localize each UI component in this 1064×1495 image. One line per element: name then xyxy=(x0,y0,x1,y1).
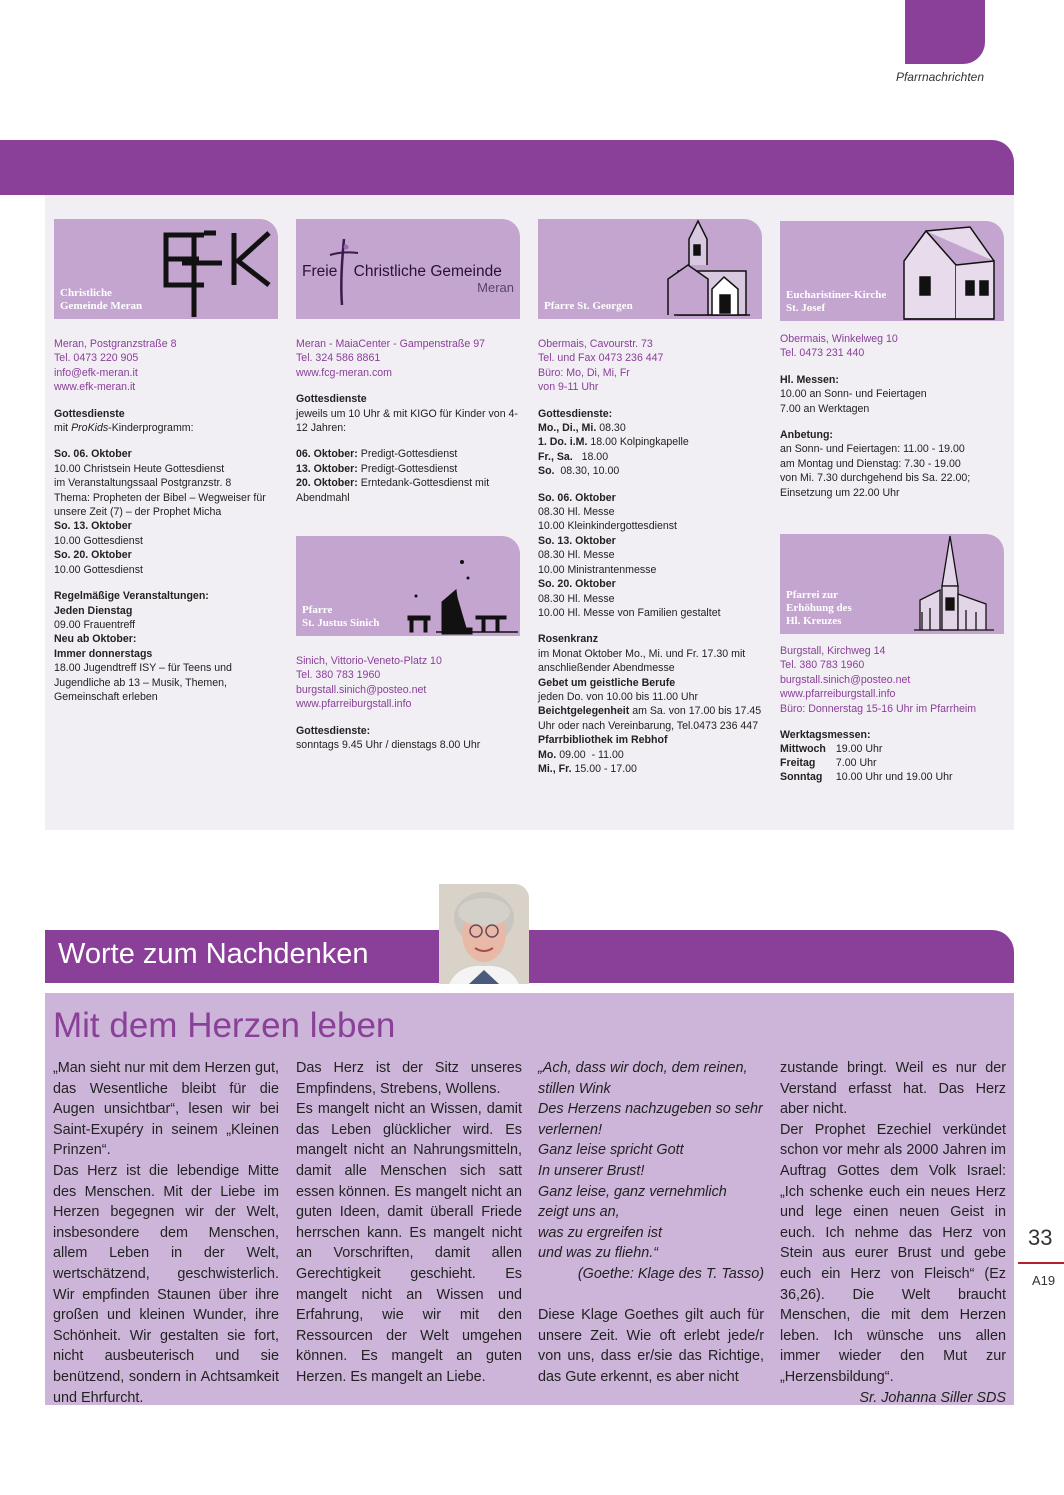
poem-line: Ganz leise spricht Gott xyxy=(538,1142,684,1159)
poem-line: Ganz leise, ganz vernehmlich xyxy=(538,1183,727,1200)
article-paragraph: Es mangelt nicht an Wissen, damit das Leben glücklicher wird. Es mangelt nicht an Nahrungsmitteln, damit alle Menschen sich satt essen können. Es mangelt nicht an guten Ideen, damit überall Friede herrschen kann. Es mangelt nicht an Vorschriften, damit allen Gerechtigkeit geschieht. Es mangelt nicht an Wissen und Erfahrung, wie wir mit den Ressourcen der Welt umgehen können. Es mangelt an guten Herzen. Es mangelt an Liebe. xyxy=(296,1101,522,1385)
efk-title: Christliche Gemeinde Meran xyxy=(60,287,143,312)
card-st-georgen xyxy=(538,219,762,319)
article-paragraph: Diese Klage Goethes gilt auch für unsere Zeit. Wie oft erlebt jede/r von uns, dass er/sie das Richtige, das Gute erkennt, es aber nicht xyxy=(538,1307,764,1385)
georgen-date-1-b: 10.00 Kleinkindergottesdienst xyxy=(538,520,677,533)
georgen-date-2-b: 10.00 Ministrantenmesse xyxy=(538,563,657,576)
josef-adoration-4: Einsetzung um 22.00 Uhr xyxy=(780,486,900,499)
efk-date-1-b: im Veranstaltungssaal Postgranzstr. 8 xyxy=(54,477,232,490)
georgen-gd-heading: Gottesdienste: xyxy=(538,407,613,420)
card-st-josef xyxy=(780,221,1004,321)
georgen-gd-3-days: Fr., Sa. xyxy=(538,450,573,463)
page-number: 33 xyxy=(1028,1225,1053,1250)
georgen-office-hours: von 9-11 Uhr xyxy=(538,381,599,394)
section-band xyxy=(0,140,1014,195)
table-row xyxy=(780,756,963,770)
georgen-date-2-a: 08.30 Hl. Messe xyxy=(538,549,615,562)
justus-phone: Tel. 380 783 1960 xyxy=(296,669,381,682)
col-justus-text xyxy=(296,654,522,752)
georgen-rosary-text: im Monat Oktober Mo., Mi. und Fr. 17.30 mit anschließender Abendmesse xyxy=(538,647,746,675)
efk-gd-note-prokids: ProKids xyxy=(71,422,109,435)
poem-line: was zu ergreifen ist xyxy=(538,1224,662,1241)
justus-email[interactable]: burgstall.sinich@posteo.net xyxy=(296,683,427,696)
efk-date-3: So. 20. Oktober xyxy=(54,549,132,562)
efk-regular-1-a: 09.00 Frauentreff xyxy=(54,618,136,631)
georgen-gd-3-time: 18.00 xyxy=(572,450,609,463)
kreuz-office: Büro: Donnerstag 15-16 Uhr im Pfarrheim xyxy=(780,702,977,715)
fcg-event-3-date: 20. Oktober: xyxy=(296,477,358,490)
poem-line: verlernen! xyxy=(538,1121,602,1138)
efk-regular-heading: Regelmäßige Veranstaltungen: xyxy=(54,590,209,603)
georgen-gd-1 xyxy=(538,421,764,435)
fcg-logo-a: Freie xyxy=(302,263,338,280)
poem-line: stillen Wink xyxy=(538,1080,611,1097)
georgen-prayer-heading: Gebet um geistliche Berufe xyxy=(538,676,676,689)
weekday-day: Mittwoch xyxy=(780,743,826,756)
georgen-date-3-b: 10.00 Hl. Messe von Familien gestaltet xyxy=(538,606,721,619)
fcg-website[interactable]: www.fcg-meran.com xyxy=(296,366,392,379)
article-author: Sr. Johanna Siller SDS xyxy=(859,1389,1006,1406)
efk-date-2: So. 13. Oktober xyxy=(54,520,132,533)
efk-phone: Tel. 0473 220 905 xyxy=(54,352,139,365)
card-hl-kreuz xyxy=(780,534,1004,634)
josef-mass-1: 10.00 an Sonn- und Feiertagen xyxy=(780,388,927,401)
article-headline: Mit dem Herzen leben xyxy=(53,1006,396,1045)
st-georgen-title: Pfarre St. Georgen xyxy=(544,300,633,312)
fcg-gd-note: jeweils um 10 Uhr & mit KIGO für Kinder von 4-12 Jahren: xyxy=(296,407,518,435)
kreuz-website[interactable]: www.pfarreiburgstall.info xyxy=(780,688,896,701)
georgen-gd-2-time: 18.00 Kolpingkapelle xyxy=(587,436,689,449)
efk-regular-1: Jeden Dienstag xyxy=(54,604,133,617)
josef-address: Obermais, Winkelweg 10 xyxy=(780,333,898,345)
fcg-logo-b: Christliche xyxy=(353,263,426,280)
portrait-image xyxy=(439,884,529,984)
georgen-confession-text: am Sa. von 17.00 bis 17.45 Uhr oder nach Vereinbarung, Tel.0473 236 447 xyxy=(538,705,762,732)
kreuz-weekday-table xyxy=(780,742,963,784)
fcg-event-2 xyxy=(296,462,522,476)
page-divider xyxy=(1018,1262,1064,1264)
article-paragraph: „Man sieht nur mit dem Herzen gut, das Wesentliche bleibt für die Augen unsichtbar“, lesen wir bei Saint-Exupéry in seinem „Kleinen Prinzen“. xyxy=(53,1060,279,1159)
georgen-date-3: So. 20. Oktober xyxy=(538,578,616,591)
weekday-time: 7.00 Uhr xyxy=(835,757,877,770)
efk-regular-2: Neu ab Oktober: xyxy=(54,633,137,646)
author-portrait xyxy=(439,884,529,984)
georgen-library-2-time: 15.00 - 17.00 xyxy=(571,762,637,775)
fcg-event-2-text: Predigt-Gottesdienst xyxy=(357,462,458,475)
kreuz-phone: Tel. 380 783 1960 xyxy=(780,659,865,672)
georgen-gd-4-time: 08.30, 10.00 xyxy=(554,465,620,478)
poem-line: In unserer Brust! xyxy=(538,1162,645,1179)
card-st-justus xyxy=(296,536,520,636)
georgen-phone: Tel. und Fax 0473 236 447 xyxy=(538,352,664,365)
georgen-date-1: So. 06. Oktober xyxy=(538,491,616,504)
georgen-confession xyxy=(538,704,764,733)
poem-line: zeigt uns an, xyxy=(538,1204,620,1221)
justus-website[interactable]: www.pfarreiburgstall.info xyxy=(296,698,412,711)
efk-regular-3-a: 18.00 Jugendtreff ISY – für Teens und Jugendliche ab 13 – Musik, Themen, Gemeinschaft erleben xyxy=(54,662,232,703)
georgen-library-heading: Pfarrbibliothek im Rebhof xyxy=(538,734,668,747)
efk-date-3-a: 10.00 Gottesdienst xyxy=(54,563,143,576)
efk-gd-note-pre: mit xyxy=(54,422,72,435)
st-justus-title: Pfarre St. Justus Sinich xyxy=(302,604,380,629)
efk-date-1-a: 10.00 Christsein Heute Gottesdienst xyxy=(54,462,225,475)
georgen-gd-4 xyxy=(538,464,764,478)
article-paragraph: Das Herz ist der Sitz unseres Empfindens, Strebens, Wollens. xyxy=(296,1060,522,1097)
georgen-date-3-a: 08.30 Hl. Messe xyxy=(538,592,615,605)
col-georgen-text xyxy=(538,337,764,776)
efk-date-2-a: 10.00 Gottesdienst xyxy=(54,534,143,547)
georgen-library-2 xyxy=(538,762,764,776)
article-col-3 xyxy=(538,1058,764,1388)
efk-gd-note-post: -Kinderprogramm: xyxy=(108,422,194,435)
justus-address: Sinich, Vittorio-Veneto-Platz 10 xyxy=(296,655,442,667)
kreuz-address: Burgstall, Kirchweg 14 xyxy=(780,645,886,657)
fcg-event-3-text: Erntedank-Gottesdienst mit Abendmahl xyxy=(296,477,490,504)
st-josef-title: Eucharistiner-Kirche St. Josef xyxy=(786,289,887,314)
josef-adoration-1: an Sonn- und Feiertagen: 11.00 - 19.00 xyxy=(780,443,965,456)
justus-gd-times: sonntags 9.45 Uhr / dienstags 8.00 Uhr xyxy=(296,739,481,752)
poem-line: und was zu fliehn.“ xyxy=(538,1245,658,1262)
table-row xyxy=(780,742,963,756)
kreuz-weekday-heading: Werktagsmessen: xyxy=(780,729,871,742)
efk-date-1-c: Thema: Propheten der Bibel – Wegweiser für unsere Zeit (7) – der Prophet Micha xyxy=(54,491,266,519)
fcg-phone: Tel. 324 586 8861 xyxy=(296,352,381,365)
efk-address: Meran, Postgranzstraße 8 xyxy=(54,338,177,350)
article-paragraph: Das Herz ist die lebendige Mitte des Menschen. Mit der Liebe im Herzen begegnen wir der Welt, insbesondere dem Menschen, allem Leben in der Welt, wertschätzend, geschwisterlich. Wir empfinden Staunen über ihre großen und kleinen Wunder, ihre Schönheit. Wir gestalten sie fort, nicht ausbeuterisch und sie benützend, sondern in Achtsamkeit und Ehrfurcht. xyxy=(53,1162,279,1406)
weekday-time: 19.00 Uhr xyxy=(835,743,883,756)
article-col-1 xyxy=(53,1058,279,1408)
fcg-event-1-text: Predigt-Gottesdienst xyxy=(357,448,458,461)
efk-website[interactable]: www.efk-meran.it xyxy=(54,381,136,394)
efk-date-1: So. 06. Oktober xyxy=(54,448,132,461)
georgen-gd-1-time: 08.30 xyxy=(596,422,626,435)
georgen-library-1 xyxy=(538,748,764,762)
kreuz-email[interactable]: burgstall.sinich@posteo.net xyxy=(780,673,911,686)
justus-gd-heading: Gottesdienste: xyxy=(296,724,371,737)
georgen-library-1-days: Mo. xyxy=(538,748,557,761)
col-kreuz-text xyxy=(780,644,1006,784)
header-tab xyxy=(905,0,985,64)
fcg-logo-meran: Meran xyxy=(477,280,514,295)
article-paragraph: zustande bringt. Weil es nur der Verstand erfasst hat. Das Herz aber nicht. xyxy=(780,1060,1006,1118)
josef-mass-heading: Hl. Messen: xyxy=(780,373,839,386)
efk-regular-3: Immer donnerstags xyxy=(54,647,153,660)
josef-mass-2: 7.00 an Werktagen xyxy=(780,402,870,415)
card-fcg xyxy=(296,219,520,319)
josef-adoration-2: am Montag und Dienstag: 7.30 - 19.00 xyxy=(780,457,961,470)
georgen-gd-3 xyxy=(538,450,764,464)
article-col-2 xyxy=(296,1058,522,1388)
fcg-event-2-date: 13. Oktober: xyxy=(296,462,358,475)
col-efk-text xyxy=(54,337,278,704)
efk-email[interactable]: info@efk-meran.it xyxy=(54,366,138,379)
section-label: Pfarrnachrichten xyxy=(895,70,984,84)
worte-title: Worte zum Nachdenken xyxy=(58,938,369,970)
article-paragraph: Der Prophet Ezechiel verkündet schon vor mehr als 2000 Jahren im Auftrag Gottes dem Volk Israel: „Ich schenke euch ein neues Herz und lege einen neuen Geist in euch. Ich nehme das Herz von Stein aus eurer Brust und gebe euch ein Herz von Fleisch“ (Ez 36,26). Die Welt braucht Menschen, die mit dem Herzen leben. Ich wünsche uns allen immer wieder den Mut zur „Herzensbildung“. xyxy=(780,1121,1006,1385)
col-fcg-text xyxy=(296,337,522,505)
page-code: A19 xyxy=(1032,1273,1056,1288)
fcg-event-1-date: 06. Oktober: xyxy=(296,448,358,461)
fcg-event-1 xyxy=(296,447,522,461)
article-col-4 xyxy=(780,1058,1006,1408)
fcg-logo-c: Gemeinde xyxy=(430,263,502,280)
josef-adoration-heading: Anbetung: xyxy=(780,429,833,442)
georgen-confession-heading: Beichtgelegenheit xyxy=(538,705,630,718)
weekday-time: 10.00 Uhr und 19.00 Uhr xyxy=(835,771,953,784)
georgen-date-2: So. 13. Oktober xyxy=(538,534,616,547)
georgen-date-1-a: 08.30 Hl. Messe xyxy=(538,506,615,519)
col-josef-text xyxy=(780,332,1006,500)
josef-phone: Tel. 0473 231 440 xyxy=(780,347,865,360)
hl-kreuz-title: Pfarrei zur Erhöhung des Hl. Kreuzes xyxy=(786,589,852,627)
fcg-gd-heading: Gottesdienste xyxy=(296,393,367,406)
fcg-event-3 xyxy=(296,476,522,505)
poem-source: (Goethe: Klage des T. Tasso) xyxy=(577,1265,764,1282)
josef-adoration-3: von Mi. 7.30 durchgehend bis Sa. 22.00; xyxy=(780,472,971,485)
georgen-rosary-heading: Rosenkranz xyxy=(538,633,599,646)
fcg-logo-text xyxy=(302,263,502,281)
georgen-gd-4-days: So. xyxy=(538,465,555,478)
card-efk xyxy=(54,219,278,319)
table-row xyxy=(780,770,963,784)
georgen-library-1-time: 09.00 - 11.00 xyxy=(556,748,624,761)
poem-line: Des Herzens nachzugeben so sehr xyxy=(538,1101,763,1118)
efk-gd-heading: Gottesdienste xyxy=(54,407,125,420)
georgen-address: Obermais, Cavourstr. 73 xyxy=(538,338,653,350)
poem-line: „Ach, dass wir doch, dem reinen, xyxy=(538,1060,748,1076)
georgen-gd-1-days: Mo., Di., Mi. xyxy=(538,422,597,435)
weekday-day: Sonntag xyxy=(780,771,823,784)
weekday-day: Freitag xyxy=(780,757,816,770)
georgen-gd-2 xyxy=(538,435,764,449)
georgen-prayer-text: jeden Do. von 10.00 bis 11.00 Uhr xyxy=(538,690,698,703)
georgen-library-2-days: Mi., Fr. xyxy=(538,762,572,775)
efk-gd-note xyxy=(54,421,278,435)
georgen-office-days: Büro: Mo, Di, Mi, Fr xyxy=(538,366,630,379)
georgen-gd-2-days: 1. Do. i.M. xyxy=(538,436,588,449)
fcg-address: Meran - MaiaCenter - Gampenstraße 97 xyxy=(296,338,485,350)
